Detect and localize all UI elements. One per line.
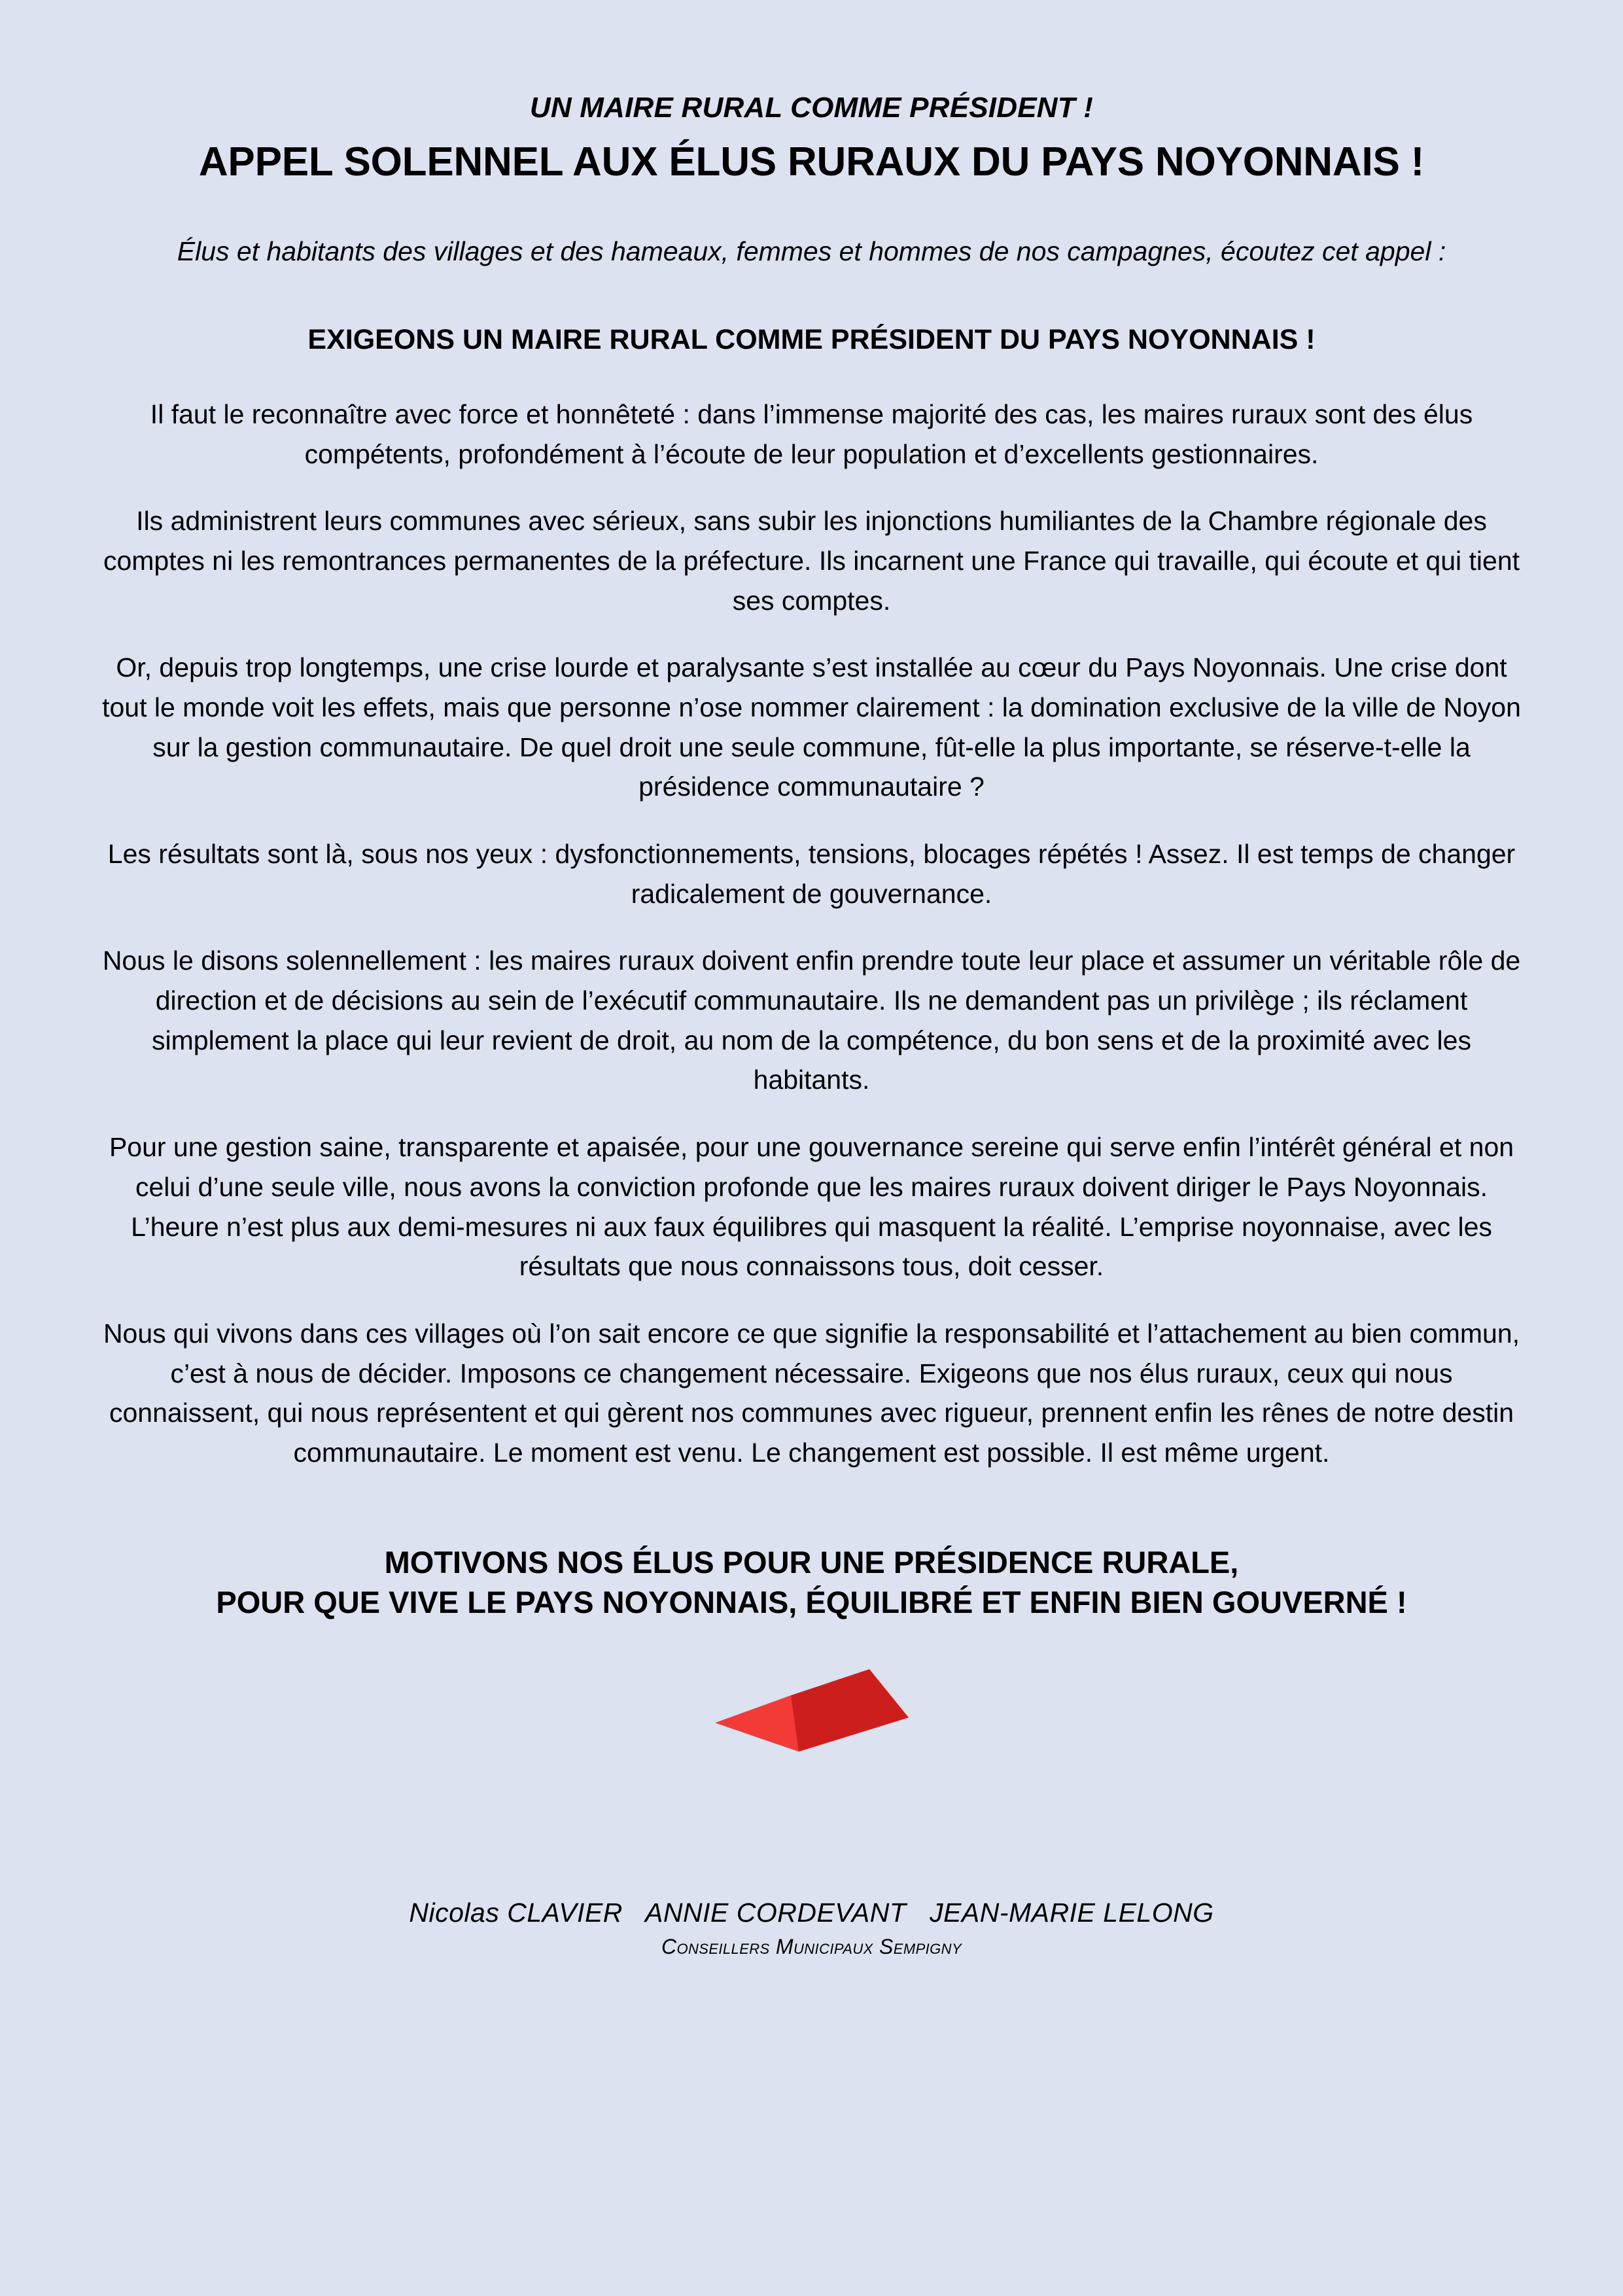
body-text [98,358,1525,1472]
body-paragraph: Pour une gestion saine, transparente et apaisée, pour une gouvernance sereine qui serve enfin l’intérêt général et non celui d’une seule ville, nous avons la conviction profonde que les maires ruraux doivent diriger le Pays Noyonnais. [109,1132,1514,1202]
body-paragraph: Ils administrent leurs communes avec sérieux, sans subir les injonctions humiliantes de la Chambre régionale des comptes ni les remontrances permanentes de la préfecture. Ils incarnent une France qui travaille, qui écoute et qui tient ses comptes. [103,506,1520,616]
emblem-container [98,1622,1525,1753]
body-paragraph: Il faut le reconnaître avec force et honnêteté : dans l’immense majorité des cas, les maires ruraux sont des élus compétents, profondément à l’écoute de leur population et d’excellents gestionnaires. [150,399,1473,469]
closing-slogan-line-2: POUR QUE VIVE LE PAYS NOYONNAIS, ÉQUILIBRÉ ET ENFIN BIEN GOUVERNÉ ! [216,1584,1407,1619]
page-title: APPEL SOLENNEL AUX ÉLUS RURAUX DU PAYS NOYONNAIS ! [198,139,1425,185]
signature-block [98,1753,1525,1960]
body-paragraph: Les résultats sont là, sous nos yeux : dysfonctionnements, tensions, blocages répétés ! Assez. Il est temps de changer radicalement de gouvernance. [107,839,1516,909]
lede-paragraph: Élus et habitants des villages et des hameaux, femmes et hommes de nos campagnes, écoutez cet appel : [177,236,1446,267]
body-paragraph: L’heure n’est plus aux demi-mesures ni aux faux équilibres qui masquent la réalité. L’emprise noyonnaise, avec les résultats que nous connaissons tous, doit cesser. [131,1211,1492,1282]
body-paragraph: Nous qui vivons dans ces villages où l’on sait encore ce que signifie la responsabilité et l’attachement au bien commun, c’est à nous de décider. Imposons ce changement nécessaire. Exigeons que nos élus ruraux, ceux qui nous connaissent, qui nous représentent et qui gèrent nos communes avec rigueur, prennent enfin les rênes de notre destin communautaire. Le moment est venu. Le changement est possible. Il est même urgent. [103,1318,1520,1468]
closing-slogan-line-1: MOTIVONS NOS ÉLUS POUR UNE PRÉSIDENCE RURALE, [384,1544,1239,1580]
signatory-role: Conseillers Municipaux Sempigny [661,1934,962,1958]
body-paragraph: Nous le disons solennellement : les maires ruraux doivent enfin prendre toute leur place et assumer un véritable rôle de direction et de décisions au sein de l’exécutif communautaire. Ils ne demandent pas un privilège ; ils réclament simplement la place qui leur revient de droit, au nom de la compétence, du bon sens et de la proximité avec les habitants. [102,945,1521,1095]
poster-content [98,0,1525,1959]
kicker-heading: UN MAIRE RURAL COMME PRÉSIDENT ! [529,92,1094,124]
closing-slogan [98,1500,1525,1622]
body-paragraph: Or, depuis trop longtemps, une crise lourde et paralysante s’est installée au cœur du Pays Noyonnais. Une crise dont tout le monde voit les effets, mais que personne n’ose nommer clairement : la domination exclusive de la ville de Noyon sur la gestion communautaire. De quel droit une seule commune, fût-elle la plus importante, se réserve-t-elle la présidence communautaire ? [102,652,1521,802]
red-folded-paper-icon [714,1655,910,1753]
signatory-names: Nicolas CLAVIER ANNIE CORDEVANT JEAN-MARIE LELONG [409,1897,1214,1928]
call-to-action-heading: EXIGEONS UN MAIRE RURAL COMME PRÉSIDENT DU PAYS NOYONNAIS ! [307,324,1316,356]
